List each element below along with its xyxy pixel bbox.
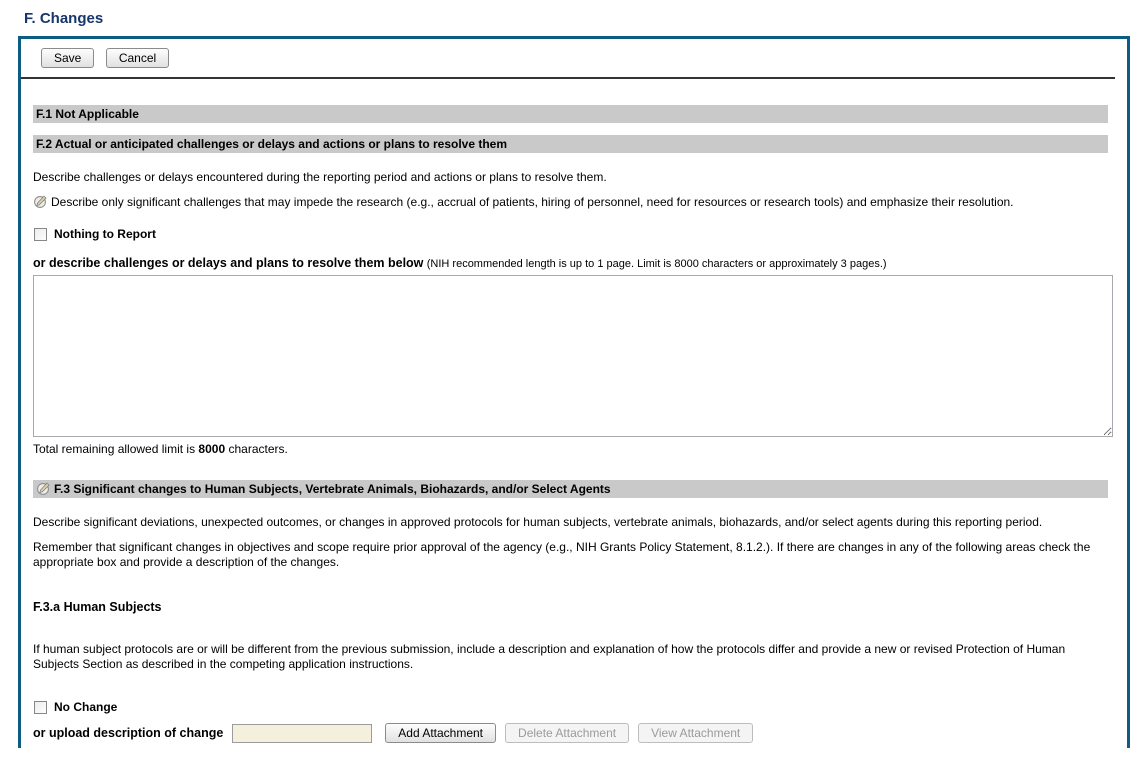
remaining-prefix: Total remaining allowed limit is <box>33 442 196 456</box>
help-pencil-icon <box>33 195 47 209</box>
section-header-f2 <box>33 135 1108 153</box>
no-change-checkbox[interactable] <box>34 701 47 714</box>
save-button[interactable]: Save <box>41 48 94 68</box>
toolbar-separator <box>21 77 1115 79</box>
add-attachment-button[interactable]: Add Attachment <box>385 723 496 743</box>
describe-challenges-hint: (NIH recommended length is up to 1 page. Limit is 8000 characters or approximately 3 pages.) <box>426 258 887 270</box>
toolbar <box>21 39 1127 68</box>
no-change-row <box>33 700 1113 714</box>
remaining-limit-text <box>33 442 1113 456</box>
page-title: F. Changes <box>24 10 104 27</box>
form-content <box>21 105 1127 743</box>
changes-panel <box>18 36 1130 748</box>
help-pencil-icon <box>36 482 50 496</box>
nothing-to-report-checkbox[interactable] <box>34 228 47 241</box>
f3a-description: If human subject protocols are or will be different from the previous submission, include a description and explanation of how the protocols differ and provide a new or revised Protection of Human Subjects Section as described in the competing application instructions. <box>33 642 1066 671</box>
describe-challenges-line <box>33 256 1113 270</box>
upload-description-row <box>33 723 1113 743</box>
challenges-textarea[interactable] <box>33 275 1113 437</box>
upload-description-input[interactable] <box>232 724 372 743</box>
section-f3-label: F.3 Significant changes to Human Subjects, Vertebrate Animals, Biohazards, and/or Select Agents <box>54 482 611 496</box>
view-attachment-button: View Attachment <box>638 723 753 743</box>
f2-help-line <box>33 195 1113 209</box>
delete-attachment-button: Delete Attachment <box>505 723 629 743</box>
no-change-label[interactable]: No Change <box>54 700 118 714</box>
section-f2-label: F.2 Actual or anticipated challenges or delays and actions or plans to resolve them <box>36 137 508 151</box>
section-header-f3 <box>33 480 1108 498</box>
nothing-to-report-label[interactable]: Nothing to Report <box>54 227 156 241</box>
remaining-count: 8000 <box>198 442 226 456</box>
nothing-to-report-row <box>33 227 1113 241</box>
section-header-f1 <box>33 105 1108 123</box>
f3-description-1: Describe significant deviations, unexpected outcomes, or changes in approved protocols for human subjects, vertebrate animals, biohazards, and/or select agents during this reporting period. <box>33 515 1043 529</box>
describe-challenges-label: or describe challenges or delays and plans to resolve them below <box>33 256 424 270</box>
cancel-button[interactable]: Cancel <box>106 48 169 68</box>
f3-description-2: Remember that significant changes in objectives and scope require prior approval of the agency (e.g., NIH Grants Policy Statement, 8.1.2.). If there are changes in any of the following areas check the appropriate box and provide a description of the changes. <box>33 540 1091 569</box>
f3a-heading: F.3.a Human Subjects <box>33 600 162 614</box>
upload-description-label: or upload description of change <box>33 726 224 740</box>
section-f1-label: F.1 Not Applicable <box>36 107 139 121</box>
f2-description: Describe challenges or delays encountered during the reporting period and actions or plans to resolve them. <box>33 170 607 184</box>
remaining-suffix: characters. <box>228 442 288 456</box>
f2-help-note: Describe only significant challenges that may impede the research (e.g., accrual of patients, hiring of personnel, need for resources or research tools) and emphasize their resolution. <box>51 195 1014 209</box>
